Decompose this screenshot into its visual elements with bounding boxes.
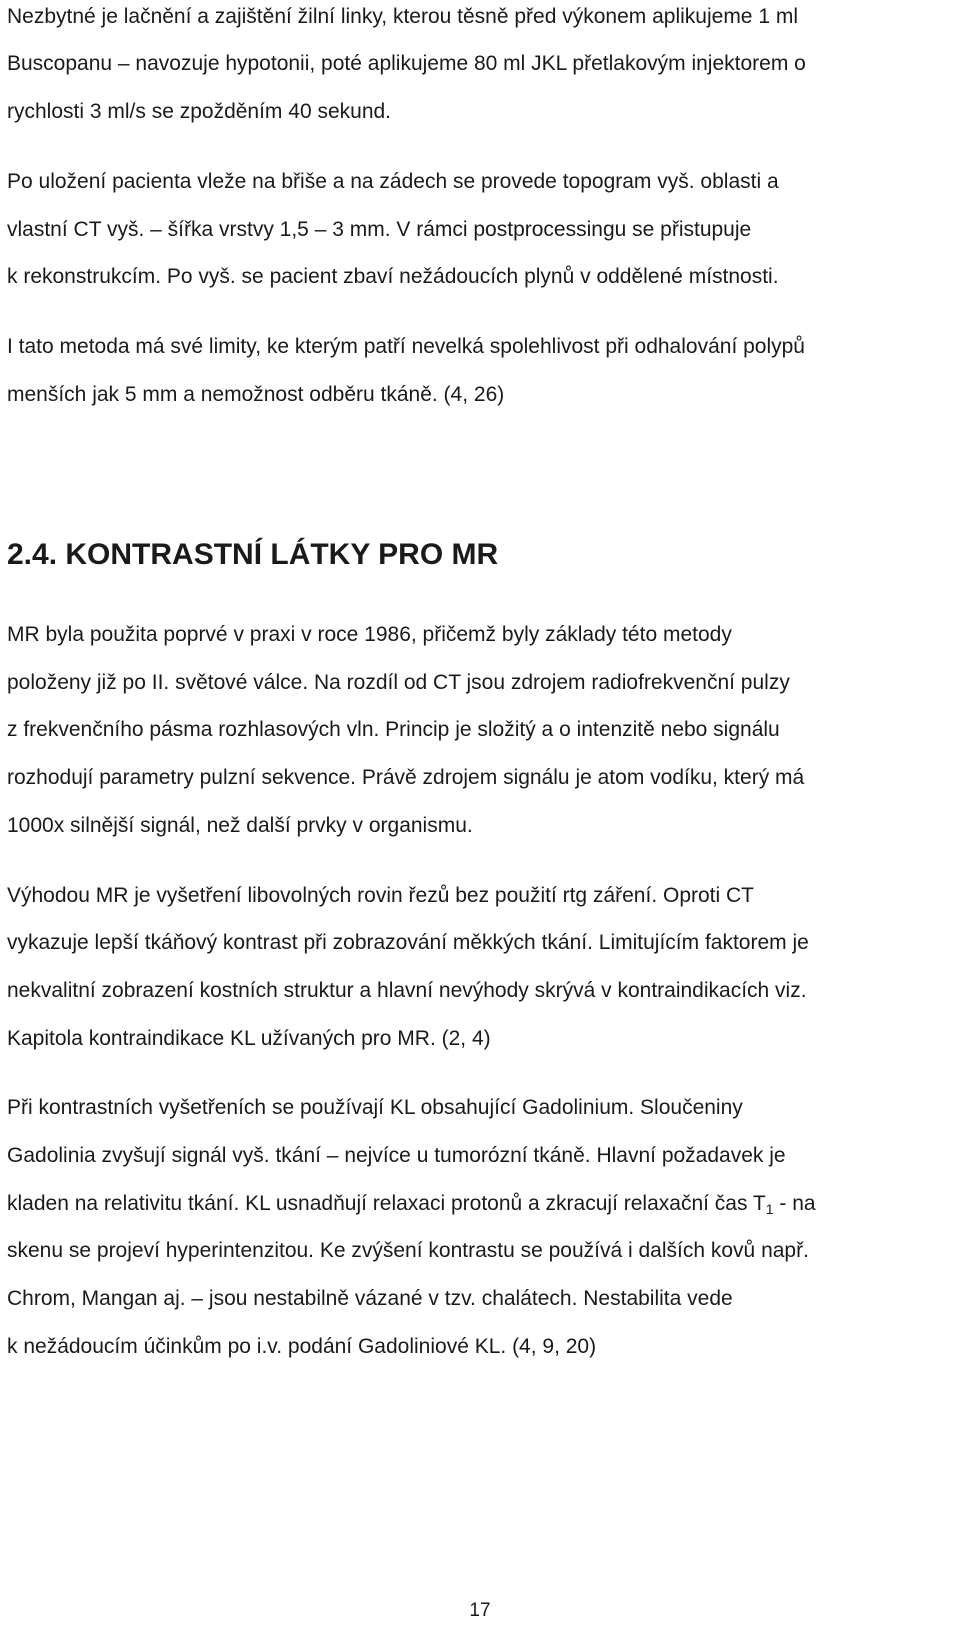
paragraph-4-line-4: rozhodují parametry pulzní sekvence. Právě zdrojem signálu je atom vodíku, který má: [7, 766, 805, 789]
paragraph-1-line-1: Nezbytné je lačnění a zajištění žilní linky, kterou těsně před výkonem aplikujeme 1 ml: [7, 5, 798, 28]
paragraph-5-line-4: Kapitola kontraindikace KL užívaných pro MR. (2, 4): [7, 1027, 491, 1050]
page-number: 17: [469, 1600, 491, 1621]
paragraph-4-line-5: 1000x silnější signál, než další prvky v organismu.: [7, 814, 473, 837]
paragraph-3-line-2: menších jak 5 mm a nemožnost odběru tkáně. (4, 26): [7, 383, 505, 406]
section-heading: 2.4. KONTRASTNÍ LÁTKY PRO MR: [7, 538, 499, 571]
paragraph-3-line-1: I tato metoda má své limity, ke kterým patří nevelká spolehlivost při odhalování polypů: [7, 335, 805, 358]
paragraph-2-line-1: Po uložení pacienta vleže na břiše a na zádech se provede topogram vyš. oblasti a: [7, 170, 779, 193]
paragraph-4-line-3: z frekvenčního pásma rozhlasových vln. Princip je složitý a o intenzitě nebo signálu: [7, 718, 780, 741]
paragraph-2-line-3: k rekonstrukcím. Po vyš. se pacient zbaví nežádoucích plynů v oddělené místnosti.: [7, 265, 779, 288]
paragraph-1-line-3: rychlosti 3 ml/s se zpožděním 40 sekund.: [7, 100, 392, 123]
paragraph-6-line-4: skenu se projeví hyperintenzitou. Ke zvýšení kontrastu se používá i dalších kovů např.: [7, 1239, 809, 1262]
paragraph-2-line-2: vlastní CT vyš. – šířka vrstvy 1,5 – 3 mm. V rámci postprocessingu se přistupuje: [7, 218, 752, 241]
paragraph-6-line-2: Gadolinia zvyšují signál vyš. tkání – nejvíce u tumorózní tkáně. Hlavní požadavek je: [7, 1144, 786, 1167]
paragraph-6-line-5: Chrom, Mangan aj. – jsou nestabilně vázané v tzv. chalátech. Nestabilita vede: [7, 1287, 733, 1310]
paragraph-4-line-2: položeny již po II. světové válce. Na rozdíl od CT jsou zdrojem radiofrekvenční pulzy: [7, 671, 790, 694]
paragraph-6-line-1: Při kontrastních vyšetřeních se používají KL obsahující Gadolinium. Sloučeniny: [7, 1096, 743, 1119]
paragraph-6-line-3: [7, 1192, 816, 1217]
paragraph-6-line-3-tail: - na: [773, 1192, 816, 1215]
paragraph-5-line-1: Výhodou MR je vyšetření libovolných rovin řezů bez použití rtg záření. Oproti CT: [7, 884, 754, 907]
paragraph-5-line-2: vykazuje lepší tkáňový kontrast při zobrazování měkkých tkání. Limitujícím faktorem je: [7, 931, 809, 954]
paragraph-1-line-2: Buscopanu – navozuje hypotonii, poté aplikujeme 80 ml JKL přetlakovým injektorem o: [7, 52, 806, 75]
paragraph-6-line-6: k nežádoucím účinkům po i.v. podání Gadoliniové KL. (4, 9, 20): [7, 1335, 597, 1358]
paragraph-4-line-1: MR byla použita poprvé v praxi v roce 1986, přičemž byly základy této metody: [7, 623, 732, 646]
paragraph-5-line-3: nekvalitní zobrazení kostních struktur a hlavní nevýhody skrývá v kontraindikacích viz.: [7, 979, 807, 1002]
paragraph-6-line-3-text: kladen na relativitu tkání. KL usnadňují relaxaci protonů a zkracují relaxační čas T: [7, 1192, 766, 1215]
subscript-one: 1: [765, 1201, 774, 1217]
